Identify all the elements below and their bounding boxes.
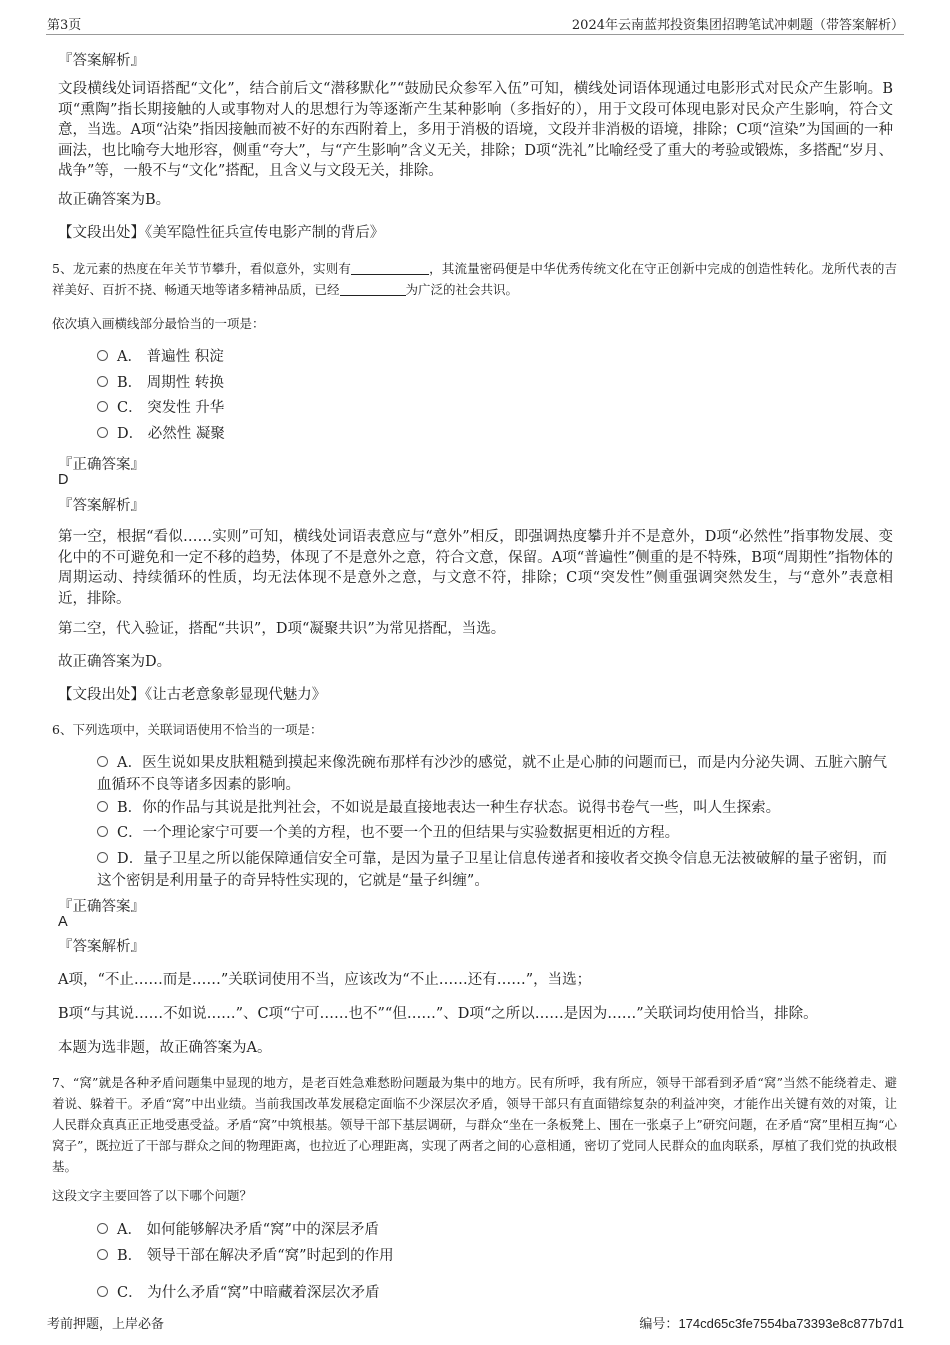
q5-stem-part2: ，其流量密码便是中华优秀传统文化在守正创新中完成的创造性转化。龙所代表的吉祥美好、百折不挠、畅通天地等诸多精神品质，已经: [52, 261, 897, 297]
radio-icon[interactable]: [97, 1286, 108, 1297]
q5-correct-answer: D: [58, 472, 69, 488]
radio-icon[interactable]: [97, 427, 108, 438]
q5-option-b[interactable]: B． 周期性 转换: [97, 371, 877, 395]
q5-blank-1: [351, 261, 429, 275]
q5-option-d[interactable]: D． 必然性 凝聚: [97, 422, 877, 446]
q6-stem: 6、下列选项中，关联词语使用不恰当的一项是：: [52, 722, 323, 737]
q6-option-c[interactable]: C．一个理论家宁可要一个美的方程，也不要一个丑的但结果与实验数据更相近的方程。: [97, 822, 887, 844]
footer-code-value: 174cd65c3fe7554ba73393e8c877b7d1: [678, 1316, 904, 1331]
q5-option-a[interactable]: A． 普遍性 积淀: [97, 345, 877, 369]
q5-stem: [52, 258, 897, 300]
q7-stem: 7、“窝”就是各种矛盾问题集中显现的地方，是老百姓急难愁盼问题最为集中的地方。民有所呼，我有所应，领导干部看到矛盾“窝”当然不能绕着走、避着说、躲着干。矛盾“窝”中出业绩。当前我国改革发展稳定面临不少深层次矛盾，领导干部只有直面错综复杂的利益冲突，才能作出关键有效的对策，让人民群众真真正正地受惠受益。矛盾“窝”中筑根基。领导干部下基层调研，与群众“坐在一条板凳上、围在一张桌子上”研究问题，在矛盾“窝”里相互掏“心窝子”，既拉近了干部与群众之间的物理距离，也拉近了心理距离，实现了两者之间的心意相通，密切了党同人民群众的血肉联系，厚植了我们党的执政根基。: [52, 1075, 897, 1174]
q7-option-c[interactable]: C． 为什么矛盾“窝”中暗藏着深层次矛盾: [97, 1281, 877, 1305]
q7-option-a[interactable]: A． 如何能够解决矛盾“窝”中的深层矛盾: [97, 1218, 877, 1242]
q5-prompt: 依次填入画横线部分最恰当的一项是：: [52, 316, 265, 331]
q5-option-c[interactable]: C． 突发性 升华: [97, 396, 877, 420]
q4-analysis-label: 『答案解析』: [58, 53, 145, 69]
radio-icon[interactable]: [97, 756, 108, 767]
page-number: 第3页: [47, 18, 82, 33]
q6-correct-answer: A: [58, 914, 68, 930]
radio-icon[interactable]: [97, 401, 108, 412]
q6-analysis-label: 『答案解析』: [58, 939, 145, 955]
q4-source: 【文段出处】《美军隐性征兵宣传电影产制的背后》: [58, 225, 385, 241]
q4-analysis-text: 文段横线处词语搭配“文化”，结合前后文“潜移默化”“鼓励民众参军入伍”可知，横线处词语体现通过电影形式对民众产生影响。B项“熏陶”指长期接触的人或事物对人的思想行为等逐渐产生某种影响（多指好的），用于文段可体现电影对民众产生影响，符合文意，当选。A项“沾染”指因接触而被不好的东西附着上，多用于消极的语境，文段并非消极的语境，排除；C项“渲染”为国画的一种画法，也比喻夸大地形容，侧重“夸大”，与“产生影响”含义无关，排除；D项“洗礼”比喻经受了重大的考验或锻炼，多搭配“岁月、战争”等，一般不与“文化”搭配，且含义与文段无关，排除。: [58, 81, 893, 179]
footer-code: [639, 1313, 904, 1332]
radio-icon[interactable]: [97, 376, 108, 387]
q6-option-a[interactable]: A．医生说如果皮肤粗糙到摸起来像洗碗布那样有沙沙的感觉，就不止是心肺的问题而已，而是内分泌失调、五脏六腑气血循环不良等诸多因素的影响。: [97, 755, 887, 793]
footer-slogan: 考前押题，上岸必备: [47, 1317, 165, 1332]
q5-source: 【文段出处】《让古老意象彰显现代魅力》: [58, 687, 327, 703]
q4-conclusion: 故正确答案为B。: [58, 192, 171, 208]
q6-conclusion: 本题为选非题，故正确答案为A。: [58, 1040, 272, 1056]
radio-icon[interactable]: [97, 852, 108, 863]
document-title: 2024年云南蓝邦投资集团招聘笔试冲刺题（带答案解析）: [571, 18, 904, 33]
q6-correct-label: 『正确答案』: [58, 899, 145, 915]
radio-icon[interactable]: [97, 1249, 108, 1260]
radio-icon[interactable]: [97, 801, 108, 812]
q7-option-b[interactable]: B． 领导干部在解决矛盾“窝”时起到的作用: [97, 1244, 877, 1268]
radio-icon[interactable]: [97, 350, 108, 361]
q5-analysis-label: 『答案解析』: [58, 498, 145, 514]
header-divider: [46, 34, 904, 35]
q7-prompt: 这段文字主要回答了以下哪个问题？: [52, 1188, 253, 1203]
q6-option-b[interactable]: B．你的作品与其说是批判社会，不如说是最直接地表达一种生存状态。说得书卷气一些，叫人生探索。: [97, 797, 887, 819]
q5-blank-2: [340, 282, 406, 296]
radio-icon[interactable]: [97, 826, 108, 837]
q6-option-d[interactable]: D．量子卫星之所以能保障通信安全可靠，是因为量子卫星让信息传递者和接收者交换令信息无法被破解的量子密钥，而这个密钥是利用量子的奇异特性实现的，它就是“量子纠缠”。: [97, 851, 887, 889]
q6-analysis-p1: A项，“不止……而是……”关联词使用不当，应该改为“不止……还有……”，当选；: [58, 972, 592, 988]
radio-icon[interactable]: [97, 1223, 108, 1234]
q5-analysis-p2: 第二空，代入验证，搭配“共识”，D项“凝聚共识”为常见搭配，当选。: [58, 621, 506, 637]
q5-correct-label: 『正确答案』: [58, 457, 145, 473]
q5-stem-part1: 5、龙元素的热度在年关节节攀升，看似意外，实则有: [52, 261, 352, 276]
q5-stem-part3: 为广泛的社会共识。: [405, 282, 519, 297]
q5-conclusion: 故正确答案为D。: [58, 654, 172, 670]
footer-code-label: 编号：: [639, 1317, 679, 1332]
q5-analysis-p1: 第一空，根据“看似……实则”可知，横线处词语表意应与“意外”相反，即强调热度攀升并不是意外，D项“必然性”指事物发展、变化中的不可避免和一定不移的趋势，体现了不是意外之意，符合文意，保留。A项“普遍性”侧重的是不特殊，B项“周期性”指物体的周期运动、持续循环的性质，均无法体现不是意外之意，与文意不符，排除；C项“突发性”侧重强调突然发生，与“意外”表意相近，排除。: [58, 529, 893, 607]
q6-analysis-p2: B项“与其说……不如说……”、C项“宁可……也不”“但……”、D项“之所以……是因为……”关联词均使用恰当，排除。: [58, 1006, 818, 1022]
